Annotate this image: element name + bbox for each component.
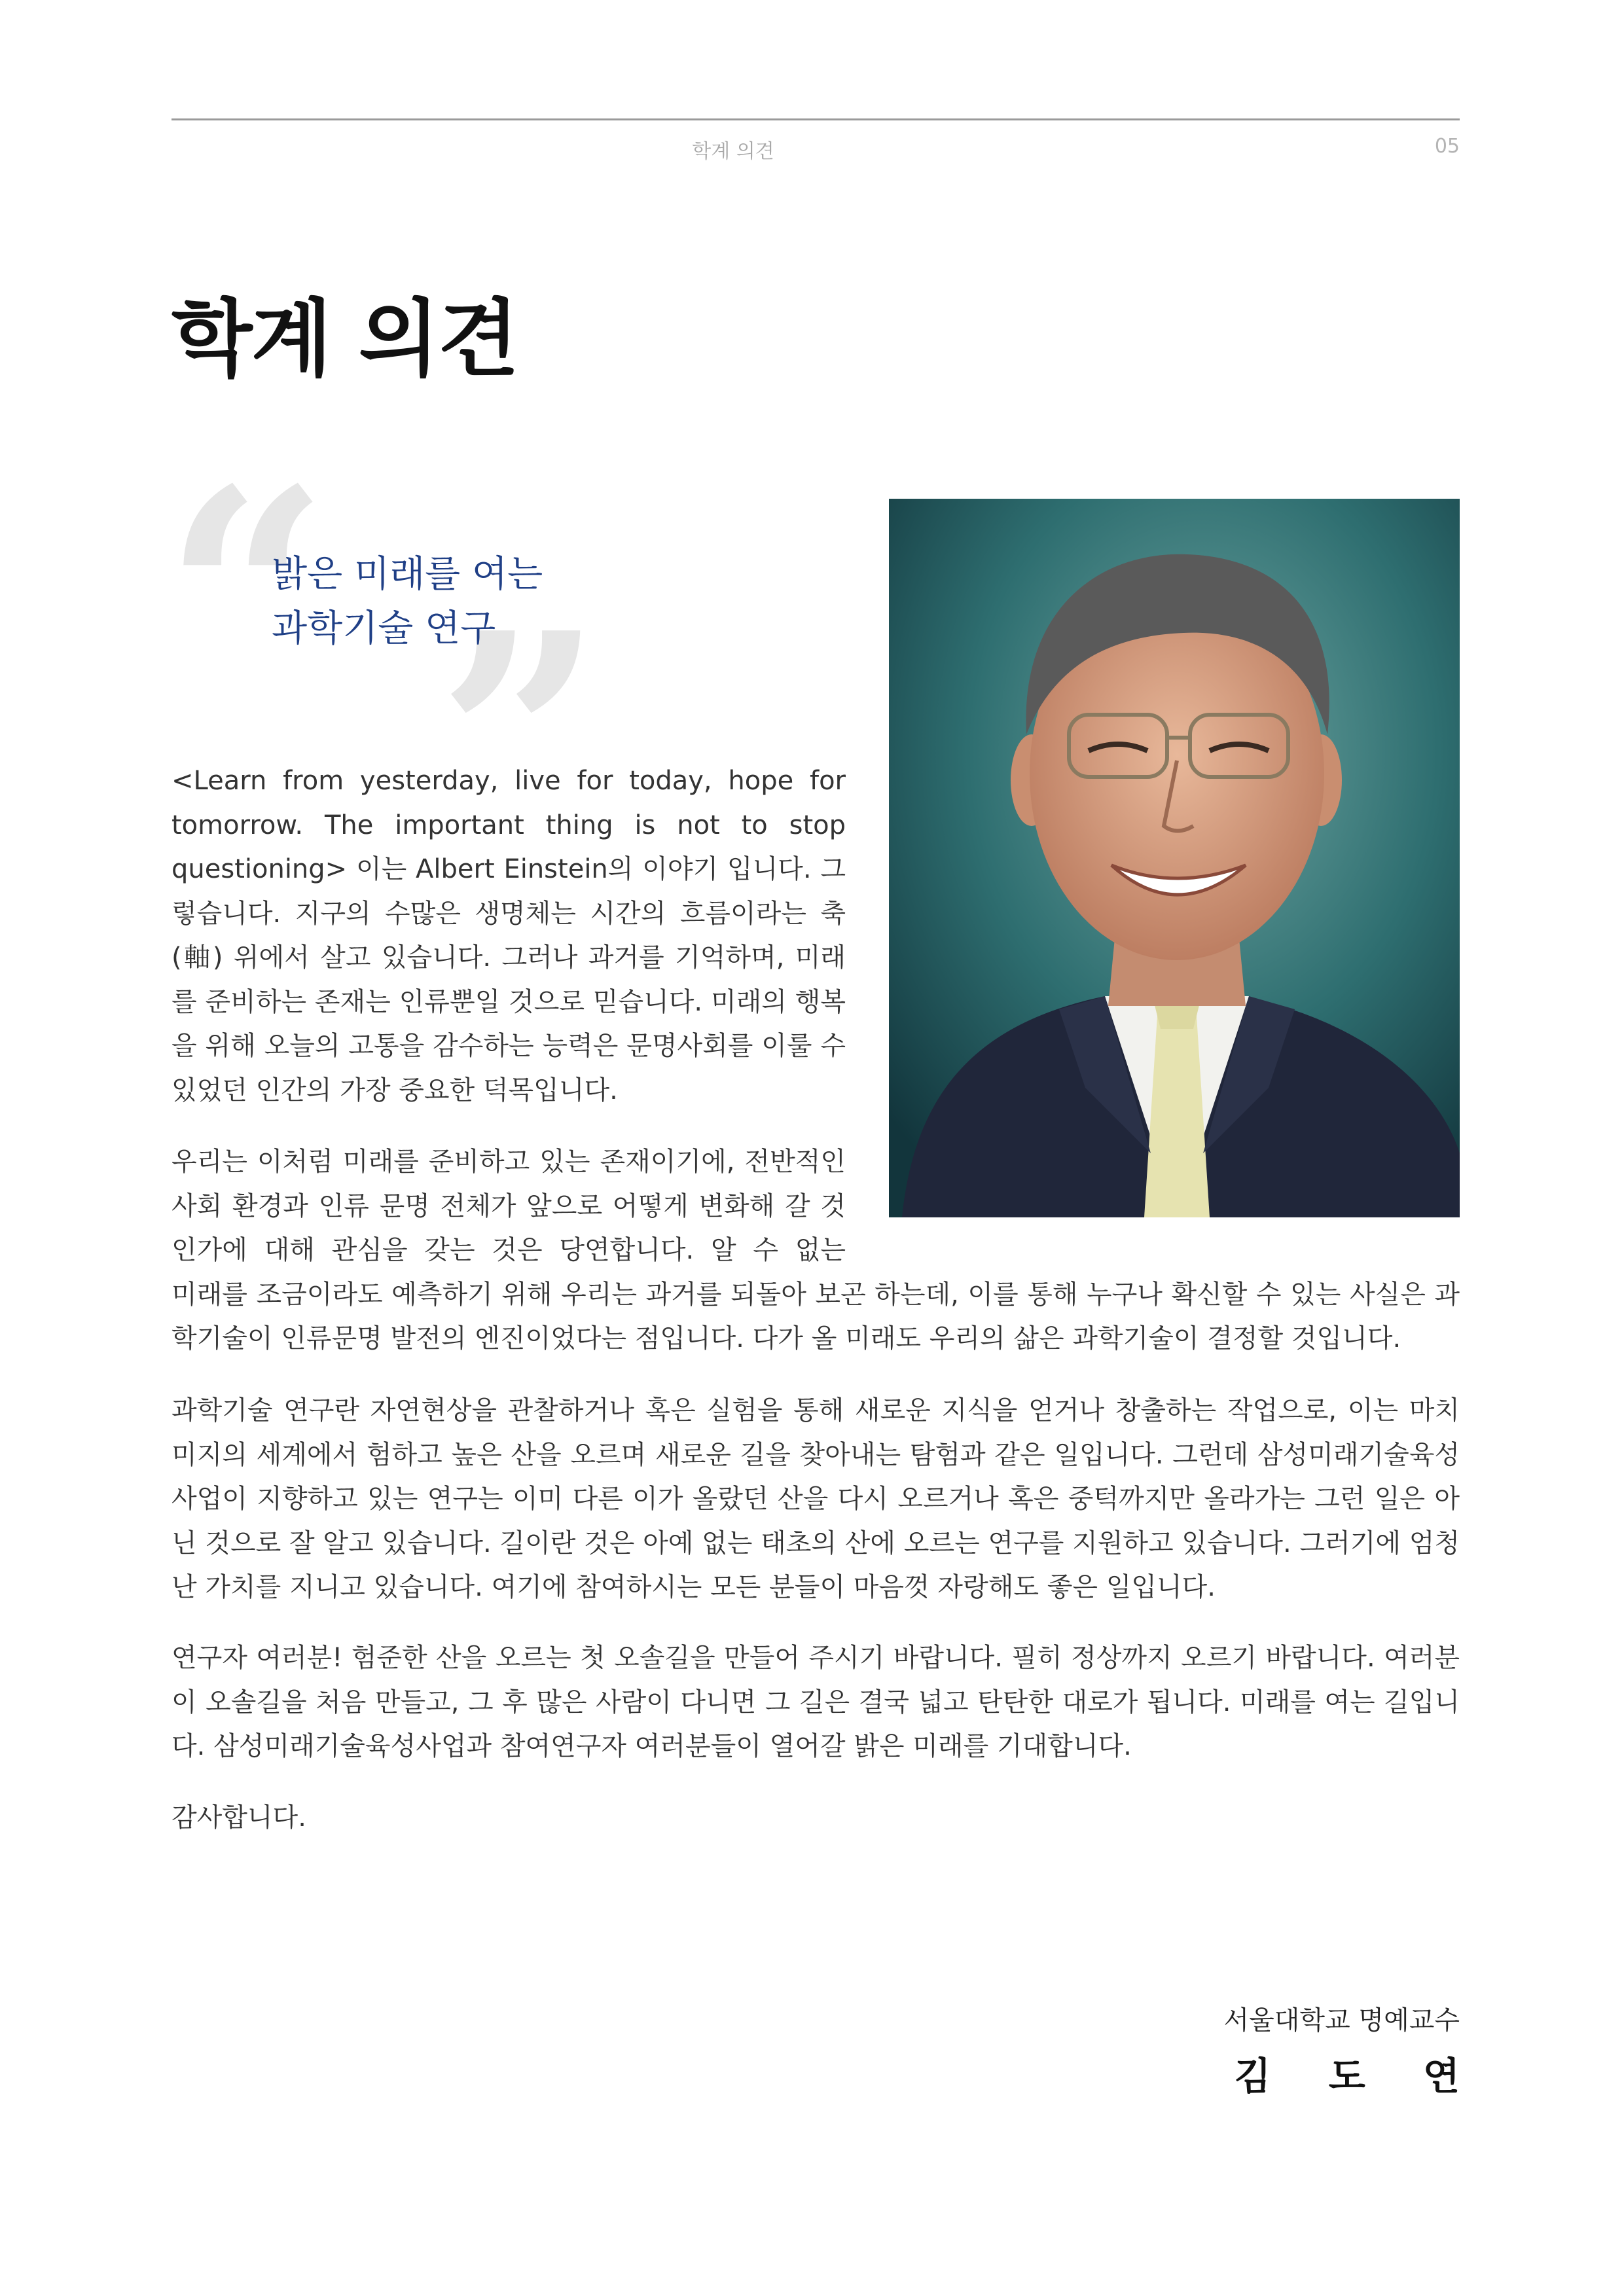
author-name: 김 도 연 [1234,2054,1482,2098]
body-paragraph-2 [171,1140,1460,1361]
body-paragraph-4: 연구자 여러분! 험준한 산을 오르는 첫 오솔길을 만들어 주시기 바랍니다. 필히 정상까지 오르기 바랍니다. 여러분이 오솔길을 처음 만들고, 그 후 많은 사람이 다니면 그 길은 결국 넓고 탄탄한 대로가 됩니다. 미래를 여는 길입니다. 삼성미래기술육성사업과 참여연구자 여러분들이 열어갈 밝은 미래를 기대합니다. [171,1643,1460,1761]
body-paragraph-3: 과학기술 연구란 자연현상을 관찰하거나 혹은 실험을 통해 새로운 지식을 얻거나 창출하는 작업으로, 이는 마치 미지의 세계에서 험하고 높은 산을 오르며 새로운 길을 찾아내는 탐험과 같은 일입니다. 그런데 삼성미래기술육성사업이 지향하고 있는 연구는 이미 다른 이가 올랐던 산을 다시 오르거나 혹은 중턱까지만 올라가는 그런 일은 아닌 것으로 잘 알고 있습니다. 길이란 것은 아예 없는 태초의 산에 오르는 연구를 지원하고 있습니다. 그러기에 엄청난 가치를 지니고 있습니다. 여기에 참여하시는 모든 분들이 마음껏 자랑해도 좋은 일입니다. [171,1395,1460,1602]
author-affiliation: 서울대학교 명예교수 [1223,2005,1460,2036]
quote-subtitle [272,547,543,656]
open-quote-icon: “ [164,426,330,764]
portrait-icon [889,499,1460,1217]
running-title: 학계 의견 [692,140,774,163]
page-title: 학계 의견 [171,291,518,388]
closing-thanks: 감사합니다. [171,1803,306,1833]
body-paragraph-1: <Learn from yesterday, live for today, hope for tomorrow. The important thing is not to stop questioning> 이는 Albert Einstein의 이야기 입니다. 그렇습니다. 지구의 수많은 생명체는 시간의 흐름이라는 축(軸) 위에서 살고 있습니다. 그러나 과거를 기억하며, 미래를 준비하는 존재는 인류뿐일 것으로 믿습니다. 미래의 행복을 위해 오늘의 고통을 감수하는 능력은 문명사회를 이룰 수 있었던 인간의 가장 중요한 덕목입니다. [171,766,846,1105]
paragraph-2-wide: 미래를 조금이라도 예측하기 위해 우리는 과거를 되돌아 보곤 하는데, 이를 통해 누구나 확신할 수 있는 사실은 과학기술이 인류문명 발전의 엔진이었다는 점입니다. 다가 올 미래도 우리의 삶은 과학기술이 결정할 것입니다. [171,1279,1460,1354]
header-rule [171,118,1460,120]
subtitle-line-1: 밝은 미래를 여는 [272,553,543,596]
page-number: 05 [1434,135,1460,158]
close-quote-icon: ” [437,570,604,908]
subtitle-line-2: 과학기술 연구 [272,607,496,650]
portrait-photo [889,499,1460,1217]
paragraph-2-narrow: 우리는 이처럼 미래를 준비하고 있는 존재이기에, 전반적인 사회 환경과 인류 문명 전체가 앞으로 어떻게 변화해 갈 것인가에 대해 관심을 갖는 것은 당연합니다. 알 수 없는 [171,1147,846,1265]
